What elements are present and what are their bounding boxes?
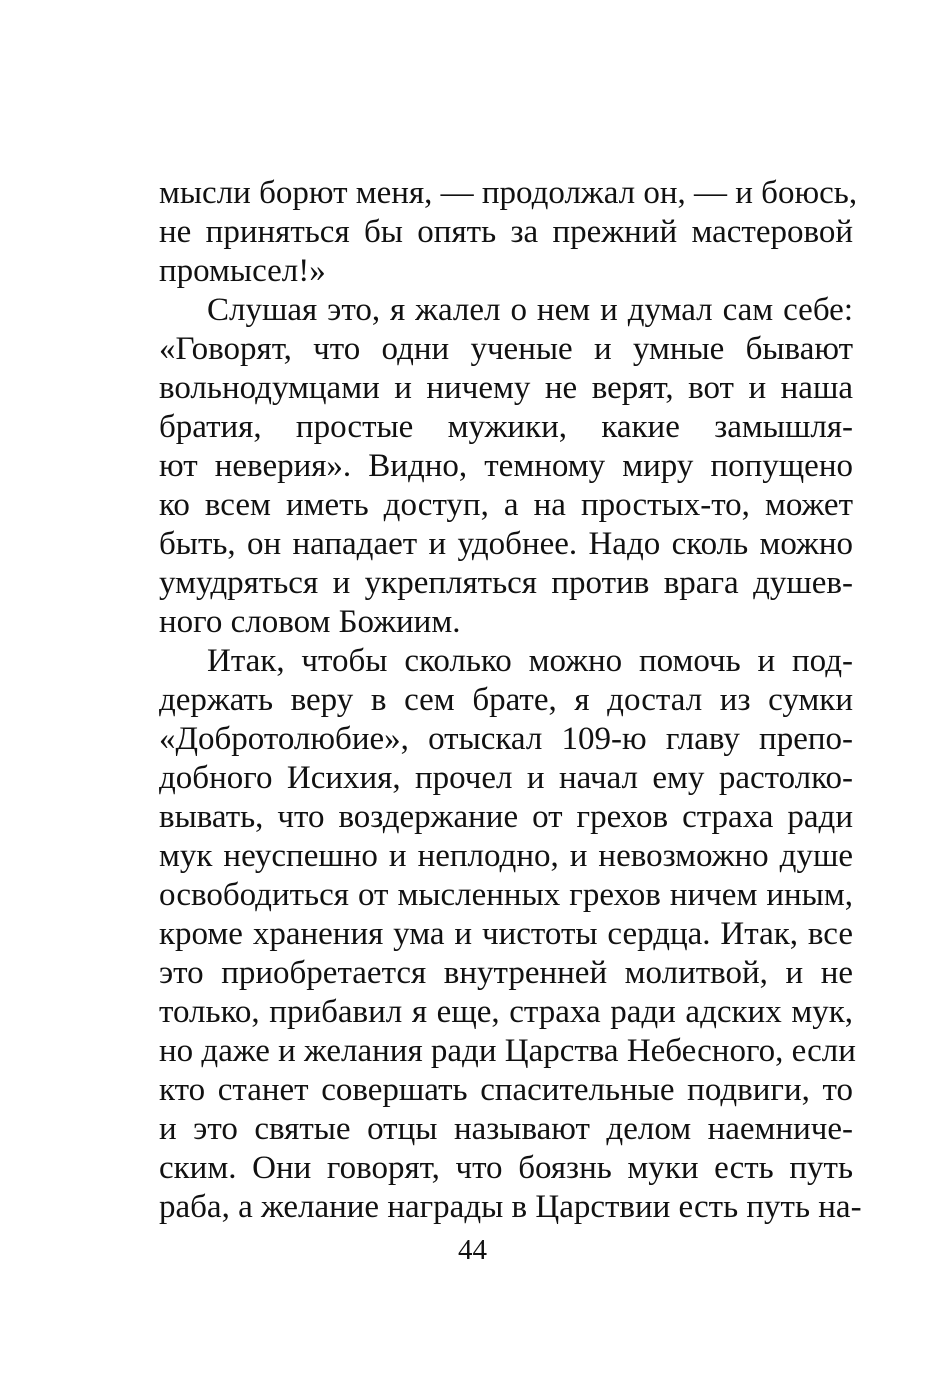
text-line: мысли борют меня, — продолжал он, — и боюсь, [159, 175, 858, 211]
paragraph-first-line: Слушая это, я жалел о нем и думал сам себе: [207, 292, 853, 328]
text-line: вывать, что воздержание от грехов страха ради [159, 799, 853, 835]
text-line: умудряться и укрепляться против врага душев- [159, 565, 853, 601]
page-number: 44 [458, 1234, 487, 1266]
text-line: не приняться бы опять за прежний мастеровой [159, 214, 853, 250]
paragraph-first-line: Итак, чтобы сколько можно помочь и под- [207, 643, 853, 679]
text-line: мук неуспешно и неплодно, и невозможно душе [159, 838, 853, 874]
text-line: кроме хранения ума и чистоты сердца. Итак, все [159, 916, 853, 952]
text-line: ют неверия». Видно, темному миру попущено [159, 448, 853, 484]
text-line: держать веру в сем брате, я достал из сумки [159, 682, 853, 718]
text-line: быть, он нападает и удобнее. Надо сколь можно [159, 526, 853, 562]
text-line: ного словом Божиим. [159, 604, 461, 640]
body-text [159, 174, 862, 1227]
text-line: «Говорят, что одни ученые и умные бывают [159, 331, 853, 367]
text-line: «Добротолюбие», отыскал 109-ю главу препо- [159, 721, 853, 757]
text-line: промысел!» [159, 253, 326, 289]
text-line: это приобретается внутренней молитвой, и не [159, 955, 853, 991]
text-line: только, прибавил я еще, страха ради адских мук, [159, 994, 853, 1030]
text-line: кто станет совершать спасительные подвиги, то [159, 1072, 853, 1108]
text-line: и это святые отцы называют делом наемниче- [159, 1111, 853, 1147]
text-line: ским. Они говорят, что боязнь муки есть путь [159, 1150, 853, 1186]
text-line: раба, а желание награды в Царствии есть путь на- [159, 1189, 862, 1225]
text-line: ко всем иметь доступ, а на простых-то, может [159, 487, 853, 523]
text-line: но даже и желания ради Царства Небесного, если [159, 1033, 856, 1069]
text-line: братия, простые мужики, какие замышля- [159, 409, 853, 445]
text-line: освободиться от мысленных грехов ничем иным, [159, 877, 853, 913]
text-line: добного Исихия, прочел и начал ему растолко- [159, 760, 853, 796]
text-line: вольнодумцами и ничему не верят, вот и наша [159, 370, 853, 406]
